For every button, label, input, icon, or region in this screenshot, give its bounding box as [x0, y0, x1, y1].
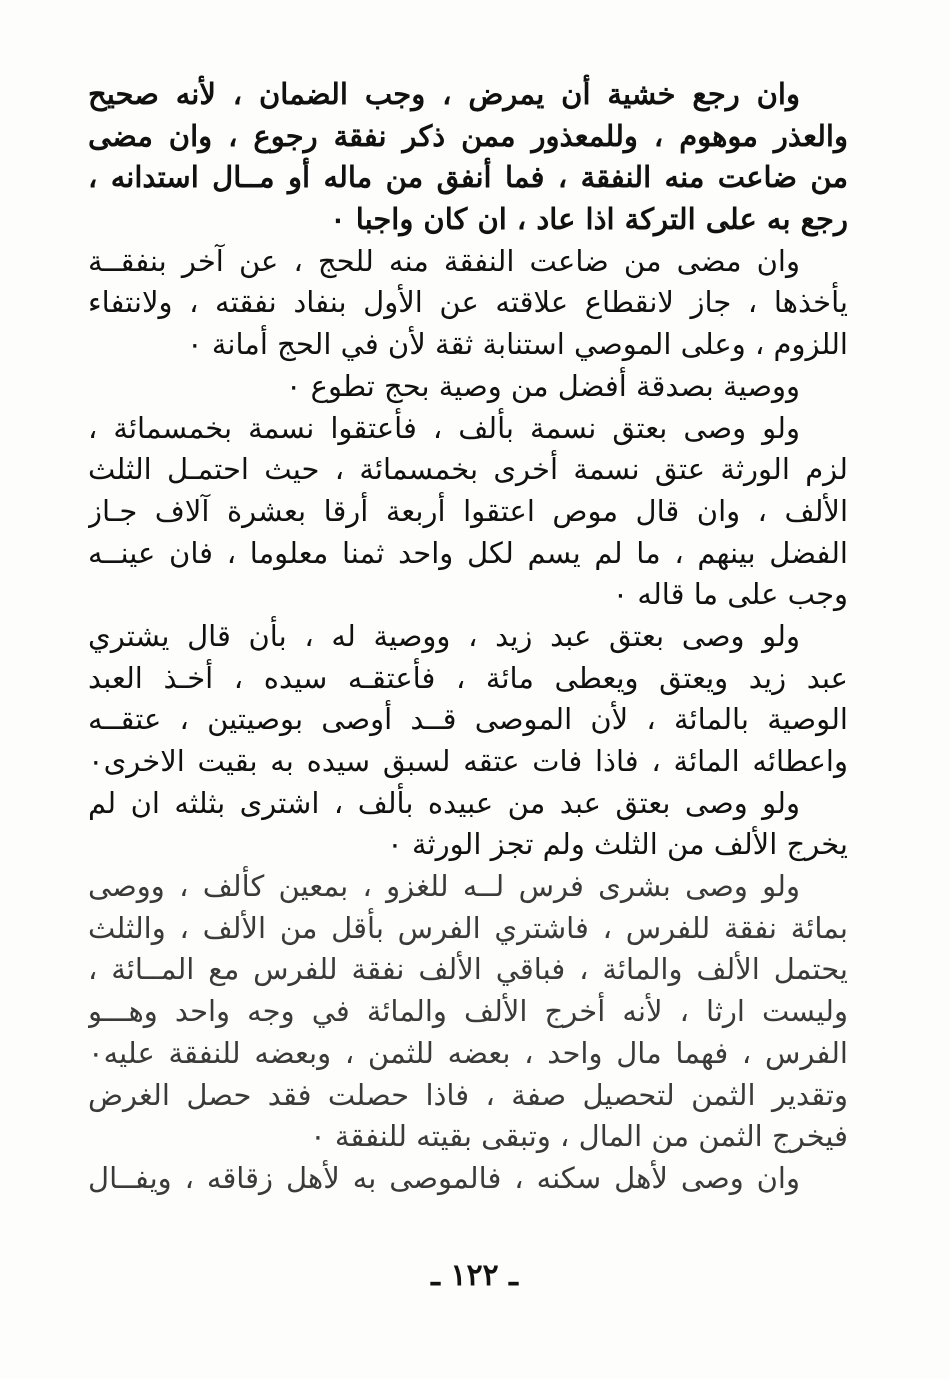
text-line: الفضل بينهم ، ما لم يسم لكل واحد ثمنا معلوما ، فان عينــه	[88, 535, 848, 570]
text-line: ولو وصى بعتق عبد زيد ، ووصية له ، بأن قال يشتري	[88, 618, 800, 653]
text-line: وان مضى من ضاعت النفقة منه للحج ، عن آخر بنفقــة	[88, 243, 800, 278]
page-number: ـ ١٢٢ ـ	[431, 1258, 518, 1293]
text-line: وان رجع خشية أن يمرض ، وجب الضمان ، لأنه صحيح	[88, 77, 800, 111]
body-text	[88, 74, 848, 1200]
text-line: رجع به على التركة اذا عاد ، ان كان واجبا ٠	[330, 202, 848, 237]
text-line: اللزوم ، وعلى الموصي استنابة ثقة لأن في الحج أمانة ٠	[187, 327, 848, 362]
text-line: الألف ، وان قال موص اعتقوا أربعة أرقا بعشرة آلاف جـاز	[88, 493, 848, 528]
text-line: فيخرج الثمن من المال ، وتبقى بقيته للنفقة ٠	[310, 1119, 848, 1154]
text-line: وان وصى لأهل سكنه ، فالموصى به لأهل زقاقه ، ويفــال	[88, 1160, 800, 1195]
text-line: ولو وصى بعتق نسمة بألف ، فأعتقوا نسمة بخمسمائة ،	[88, 410, 800, 445]
text-line: بمائة نفقة للفرس ، فاشتري الفرس بأقل من الألف ، والثلث	[88, 910, 848, 945]
text-line: الوصية بالمائة ، لأن الموصى قــد أوصى بوصيتين ، عتقــه	[88, 702, 848, 737]
text-line: يحتمل الألف والمائة ، فباقي الألف نفقة للفرس مع المــائة ،	[88, 952, 848, 987]
text-line: ولو وصى بعتق عبد من عبيده بألف ، اشترى بثلثه ان لم	[88, 785, 800, 820]
text-line: وتقدير الثمن لتحصيل صفة ، فاذا حصلت فقد حصل الغرض	[88, 1077, 848, 1112]
text-line: لزم الورثة عتق نسمة أخرى بخمسمائة ، حيث احتمـل الثلث	[88, 452, 848, 487]
text-line: ووصية بصدقة أفضل من وصية بحج تطوع ٠	[285, 368, 800, 403]
text-line: وجب على ما قاله ٠	[612, 577, 848, 612]
text-line: عبد زيد ويعتق ويعطى مائة ، فأعتقـه سيده ، أخـذ العبد	[88, 660, 848, 695]
text-line: ولو وصى بشرى فرس لــه للغزو ، بمعين كألف ، ووصى	[88, 869, 800, 904]
text-line: يخرج الألف من الثلث ولم تجز الورثة ٠	[387, 827, 848, 862]
text-line: من ضاعت منه النفقة ، فما أنفق من ماله أو مــال استدانه ،	[88, 160, 848, 195]
text-line: الفرس ، فهما مال واحد ، بعضه للثمن ، وبعضه للنفقة عليه٠	[88, 1035, 848, 1070]
text-line: وليست ارثا ، لأنه أخرج الألف والمائة في وجه واحد وهـــو	[88, 994, 848, 1029]
text-line: واعطائه المائة ، فاذا فات عتقه لسبق سيده به بقيت الاخرى٠	[88, 744, 848, 778]
text-line: والعذر موهوم ، وللمعذور ممن ذكر نفقة رجوع ، وان مضى	[88, 118, 848, 153]
text-line: يأخذها ، جاز لانقطاع علاقته عن الأول بنفاد نفقته ، ولانتفاء	[88, 285, 848, 320]
